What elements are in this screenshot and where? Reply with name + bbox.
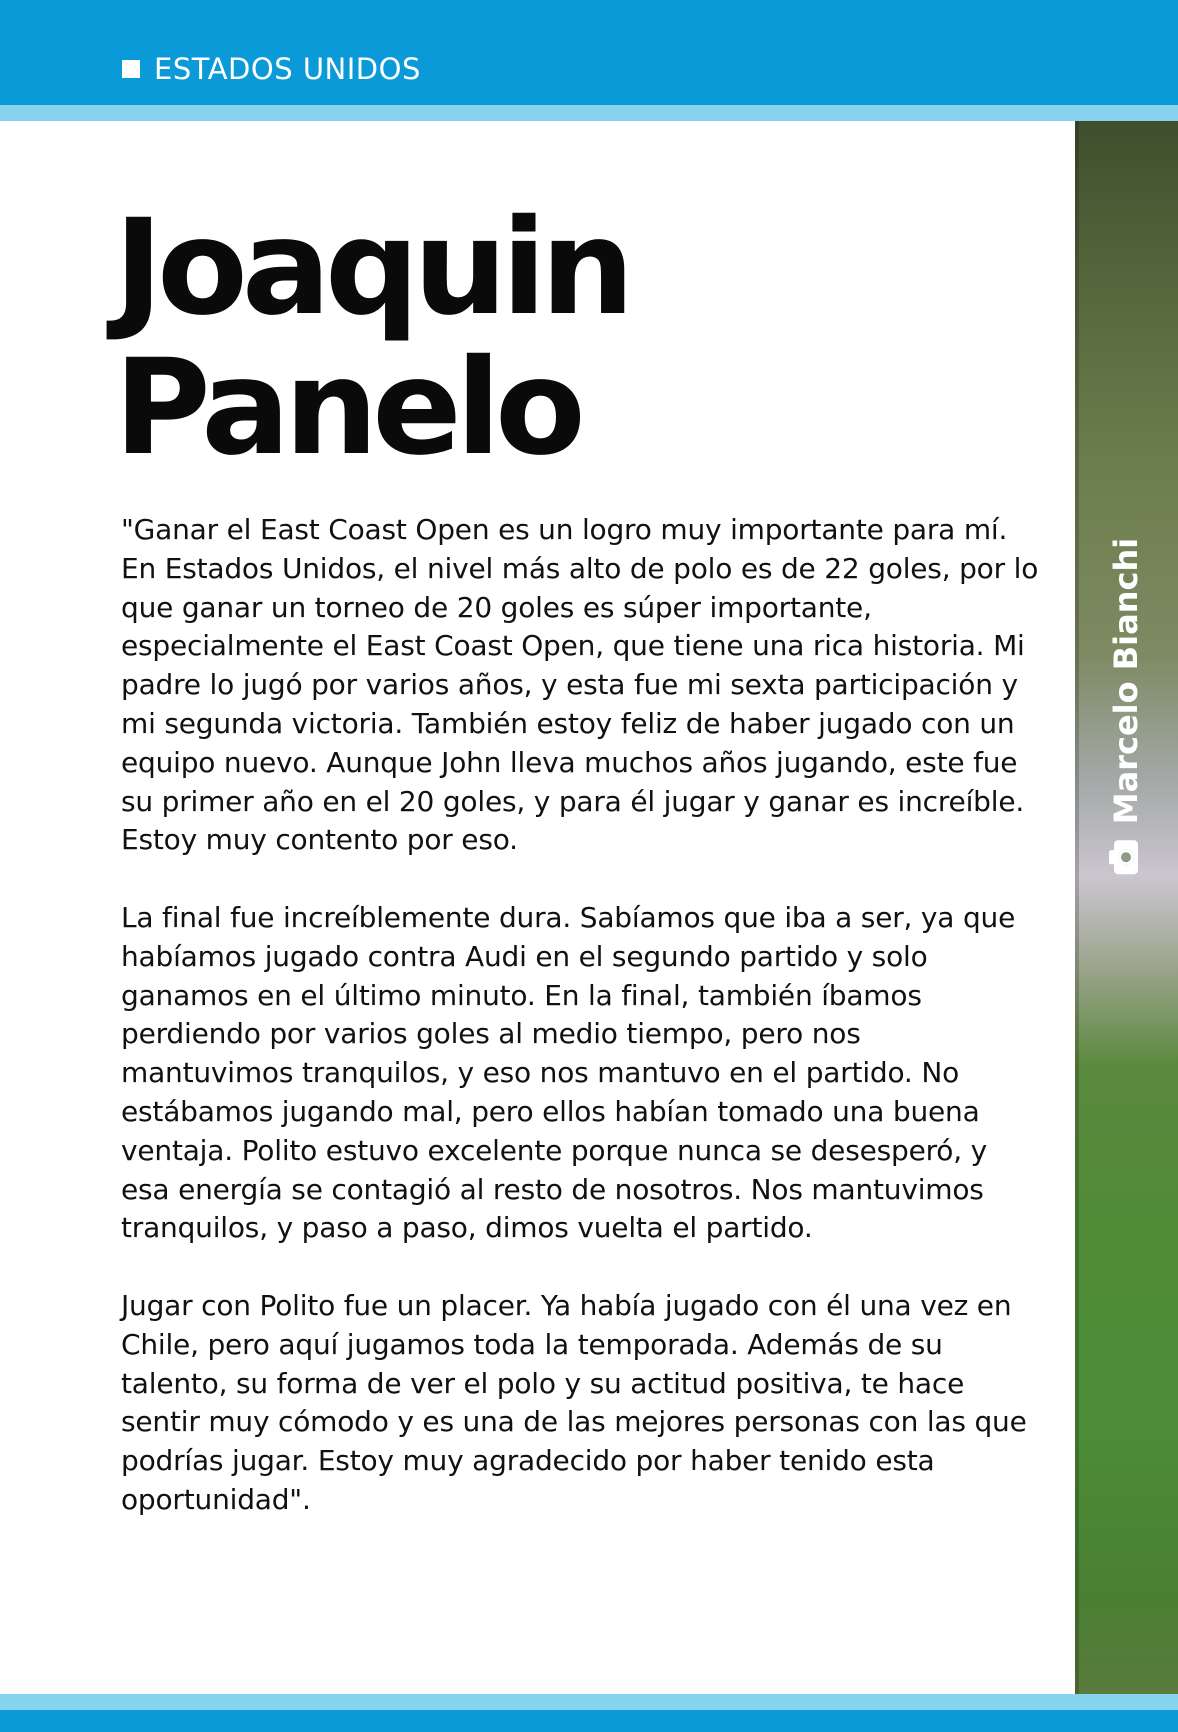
photo-credit-name: Marcelo Bianchi [1107,537,1145,825]
section-marker-icon [122,60,140,78]
header-stripe [0,105,1178,121]
photo-credit [1106,538,1146,874]
article-title-line2: Panelo [114,331,580,485]
footer-band [0,1710,1178,1732]
paragraph-3: Jugar con Polito fue un placer. Ya había jugado con él una vez en Chile, pero aquí jugamos toda la temporada. Además de su talento, su forma de ver el polo y su actitud positiva, te hace sentir muy cómodo y es una de las mejores personas con las que podrías jugar. Estoy muy agradecido por haber tenido esta oportunidad". [121,1288,1027,1516]
photo-strip [1075,121,1178,1694]
paragraph-1: "Ganar el East Coast Open es un logro muy importante para mí. En Estados Unidos, el nivel más alto de polo es de 22 goles, por lo que ganar un torneo de 20 goles es súper importante, especialmente el East Coast Open, que tiene una rica historia. Mi padre lo jugó por varios años, y esta fue mi sexta participación y mi segunda victoria. También estoy feliz de haber jugado con un equipo nuevo. Aunque John lleva muchos años jugando, este fue su primer año en el 20 goles, y para él jugar y ganar es increíble. Estoy muy contento por eso. [121,513,1039,857]
article-body [121,511,1041,1559]
paragraph-2: La final fue increíblemente dura. Sabíamos que iba a ser, ya que habíamos jugado contra Audi en el segundo partido y solo ganamos en el último minuto. En la final, también íbamos perdiendo por varios goles al medio tiempo, pero nos mantuvimos tranquilos, y eso nos mantuvo en el partido. No estábamos jugando mal, pero ellos habían tomado una buena ventaja. Polito estuvo excelente porque nunca se desesperó, y esa energía se contagió al resto de nosotros. Nos mantuvimos tranquilos, y paso a paso, dimos vuelta el partido. [121,900,1016,1245]
section-label: ESTADOS UNIDOS [154,52,421,86]
camera-icon [1114,840,1138,874]
article-title-line1: Joaquin [114,191,629,345]
article-title [114,191,629,485]
footer-stripe [0,1694,1178,1710]
